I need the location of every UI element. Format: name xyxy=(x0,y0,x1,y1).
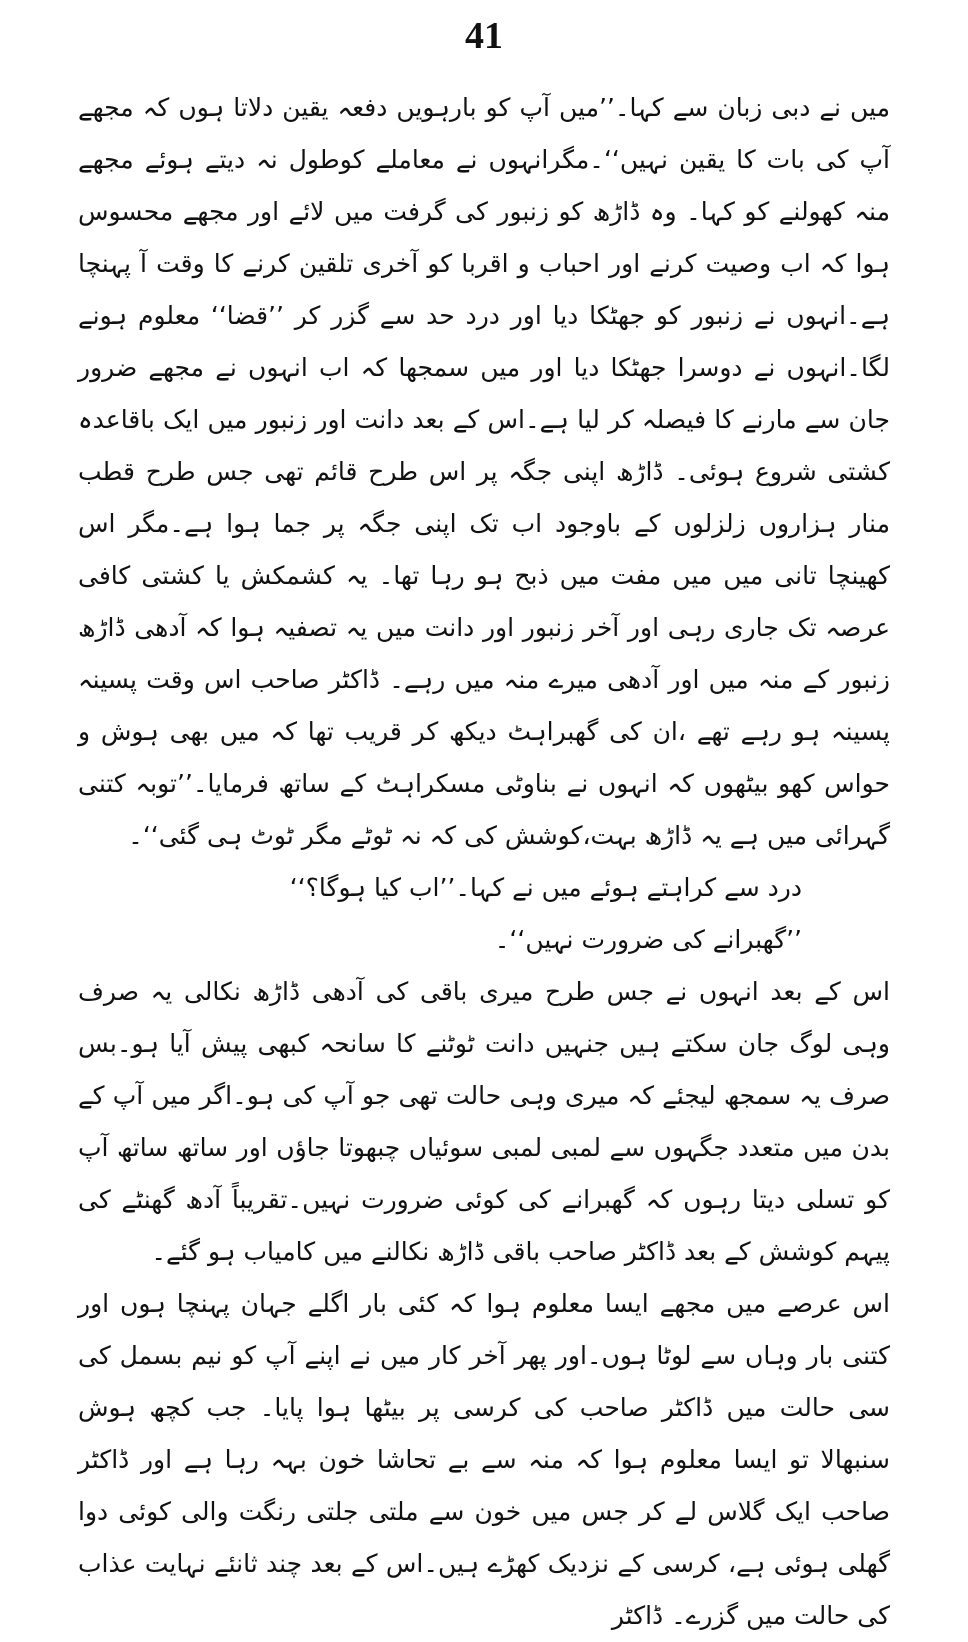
page-body xyxy=(78,82,890,1642)
paragraph-5: اس عرصے میں مجھے ایسا معلوم ہوا کہ کئی بار اگلے جہان پہنچا ہوں اور کتنی بار وہاں سے لوٹا ہوں۔اور پھر آخر کار میں نے اپنے آپ کو نیم بسمل کی سی حالت میں ڈاکٹر صاحب کی کرسی پر بیٹھا ہوا پایا۔ جب کچھ ہوش سنبھالا تو ایسا معلوم ہوا کہ منہ سے بے تحاشا خون بہہ رہا ہے اور ڈاکٹر صاحب ایک گلاس لے کر جس میں خون سے ملتی جلتی رنگت والی کوئی دوا گھلی ہوئی ہے، کرسی کے نزدیک کھڑے ہیں۔اس کے بعد چند ثانئے نہایت عذاب کی حالت میں گزرے۔ ڈاکٹر xyxy=(78,1289,890,1630)
paragraph-2: درد سے کراہتے ہوئے میں نے کہا۔’’اب کیا ہوگا؟‘‘ xyxy=(289,873,802,902)
page-number: 41 xyxy=(465,15,503,57)
paragraph-1: میں نے دبی زبان سے کہا۔’’میں آپ کو بارہویں دفعہ یقین دلاتا ہوں کہ مجھے آپ کی بات کا یقین نہیں‘‘۔مگرانہوں نے معاملے کوطول نہ دیتے ہوئے مجھے منہ کھولنے کو کہا۔ وہ ڈاڑھ کو زنبور کی گرفت میں لائے اور مجھے محسوس ہوا کہ اب وصیت کرنے اور احباب و اقربا کو آخری تلقین کرنے کا وقت آ پہنچا ہے۔انہوں نے زنبور کو جھٹکا دیا اور درد حد سے گزر کر ’’قضا‘‘ معلوم ہونے لگا۔انہوں نے دوسرا جھٹکا دیا اور میں سمجھا کہ اب انہوں نے مجھے ضرور جان سے مارنے کا فیصلہ کر لیا ہے۔اس کے بعد دانت اور زنبور میں ایک باقاعدہ کشتی شروع ہوئی۔ ڈاڑھ اپنی جگہ پر اس طرح قائم تھی جس طرح قطب منار ہزاروں زلزلوں کے باوجود اب تک اپنی جگہ پر جما ہوا ہے۔مگر اس کھینچا تانی میں میں مفت میں ذبح ہو رہا تھا۔ یہ کشمکش یا کشتی کافی عرصہ تک جاری رہی اور آخر زنبور اور دانت میں یہ تصفیہ ہوا کہ آدھی ڈاڑھ زنبور کے منہ میں اور آدھی میرے منہ میں رہے۔ ڈاکٹر صاحب اس وقت پسینہ پسینہ ہو رہے تھے ،ان کی گھبراہٹ دیکھ کر قریب تھا کہ میں بھی ہوش و حواس کھو بیٹھوں کہ انہوں نے بناوٹی مسکراہٹ کے ساتھ فرمایا۔’’توبہ کتنی گہرائی میں ہے یہ ڈاڑھ بہت،کوشش کی کہ نہ ٹوٹے مگر ٹوٹ ہی گئی‘‘۔ xyxy=(78,93,890,850)
paragraph-4: اس کے بعد انہوں نے جس طرح میری باقی کی آدھی ڈاڑھ نکالی یہ صرف وہی لوگ جان سکتے ہیں جنہیں دانت ٹوٹنے کا سانحہ کبھی پیش آیا ہو۔بس صرف یہ سمجھ لیجئے کہ میری وہی حالت تھی جو آپ کی ہو۔اگر میں آپ کے بدن میں متعدد جگہوں سے لمبی لمبی سوئیاں چبھوتا جاؤں اور ساتھ ساتھ آپ کو تسلی دیتا رہوں کہ گھبرانے کی کوئی ضرورت نہیں۔تقریباً آدھ گھنٹے کی پیہم کوشش کے بعد ڈاکٹر صاحب باقی ڈاڑھ نکالنے میں کامیاب ہو گئے۔ xyxy=(78,977,890,1266)
paragraph-3: ’’گھبرانے کی ضرورت نہیں‘‘۔ xyxy=(494,925,802,954)
